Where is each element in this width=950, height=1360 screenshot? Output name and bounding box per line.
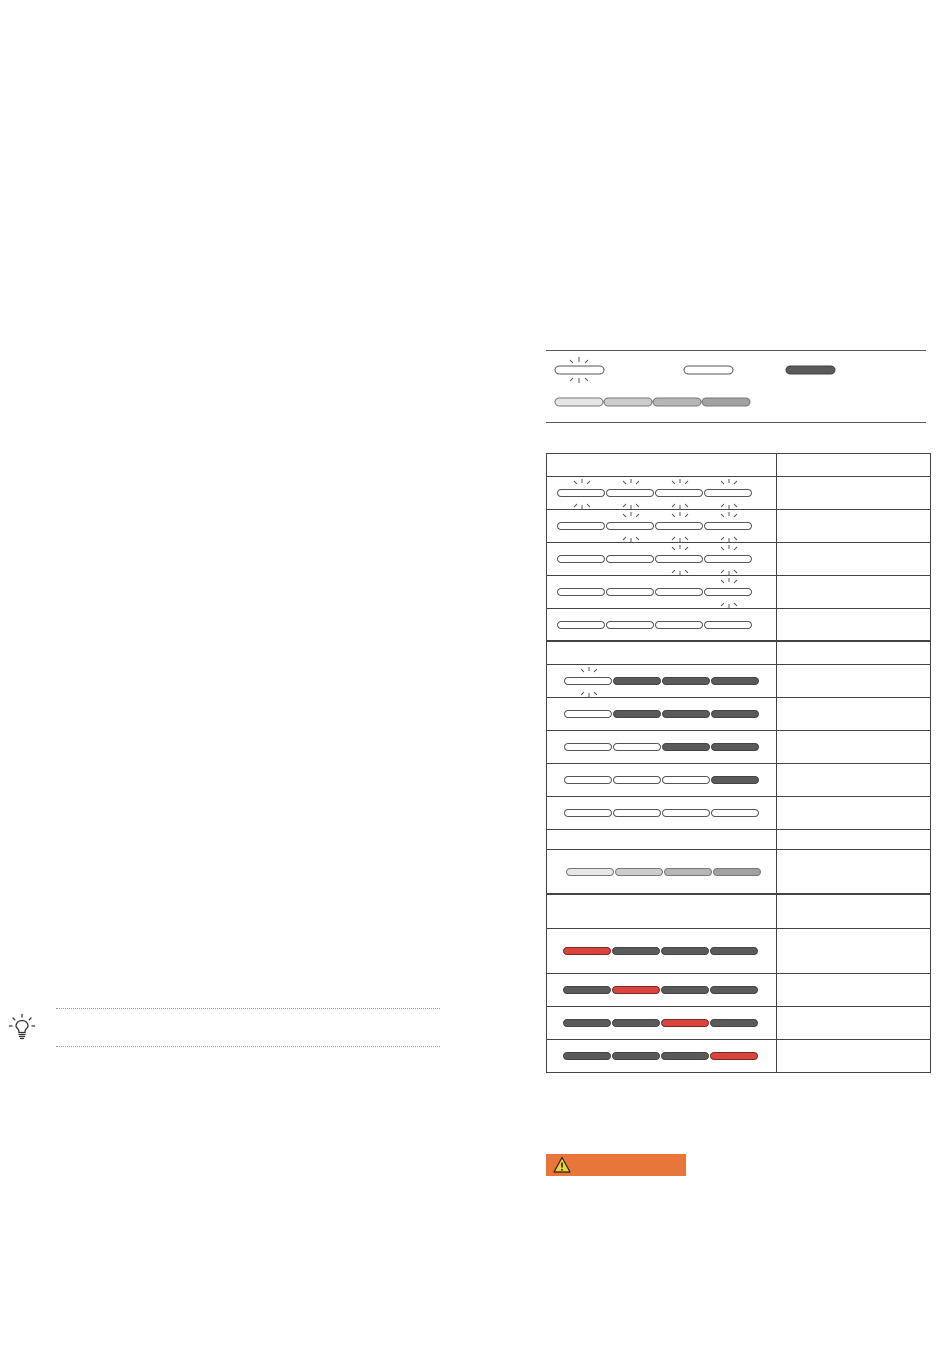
led-segment-off [606, 588, 654, 596]
led-segment-off [613, 809, 661, 817]
led-segment-g4 [713, 868, 761, 876]
led-segment-blink [655, 555, 703, 563]
led-segment-off [557, 588, 605, 596]
table-row [547, 698, 930, 731]
led-segment-blink [655, 522, 703, 530]
led-segment-blink [557, 489, 605, 497]
group-header-row [547, 642, 930, 665]
table-row [547, 609, 930, 642]
led-segment-on [563, 1052, 611, 1060]
table-row [547, 1007, 930, 1040]
led-segment-on [613, 710, 661, 718]
led-segment-off [557, 621, 605, 629]
led-segment-red [661, 1019, 709, 1027]
legend-off-symbol [684, 366, 733, 374]
blink-rays-icon [664, 478, 696, 510]
legend-bottom-rule [546, 422, 926, 423]
warning-banner [546, 1154, 686, 1176]
blink-rays-icon [664, 544, 696, 576]
led-segment-on [662, 710, 710, 718]
blink-rays-icon [615, 511, 647, 543]
group-error-rows [547, 929, 930, 1073]
led-segment-off [564, 710, 612, 718]
led-segment-on [662, 743, 710, 751]
led-segment-off [564, 809, 612, 817]
led-segment-off [564, 743, 612, 751]
group-gray-rows [547, 850, 930, 895]
group-blink-rows [547, 477, 930, 642]
warning-triangle-icon [553, 1156, 571, 1174]
table-row [547, 665, 930, 698]
table-row [547, 764, 930, 797]
led-segment-on [710, 1019, 758, 1027]
led-segment-on [612, 947, 660, 955]
table-row [547, 477, 930, 510]
led-segment-red [612, 986, 660, 994]
led-segment-blink [704, 555, 752, 563]
tip-bottom-rule [56, 1046, 440, 1047]
legend-gray-scale [555, 398, 750, 406]
table-row [547, 731, 930, 764]
led-segment-blink [704, 588, 752, 596]
led-segment-off [606, 621, 654, 629]
blink-rays-icon [615, 478, 647, 510]
blink-rays-icon [713, 511, 745, 543]
blink-rays-icon [566, 478, 598, 510]
led-segment-on [563, 986, 611, 994]
led-segment-g3 [664, 868, 712, 876]
led-segment-on [711, 710, 759, 718]
table-row [547, 974, 930, 1007]
led-segment-off [606, 555, 654, 563]
group-header-row [547, 895, 930, 929]
table-row [547, 543, 930, 576]
led-segment-red [563, 947, 611, 955]
led-segment-red [710, 1052, 758, 1060]
led-segment-on [563, 1019, 611, 1027]
led-segment-blink [606, 522, 654, 530]
table-row [547, 929, 930, 974]
table-row [547, 1040, 930, 1073]
led-segment-on [661, 986, 709, 994]
blink-rays-icon [713, 577, 745, 609]
led-segment-off [564, 776, 612, 784]
led-segment-blink [606, 489, 654, 497]
legend-on-symbol [786, 366, 835, 374]
led-segment-blink [564, 677, 612, 685]
led-segment-on [661, 947, 709, 955]
group-header-row [547, 830, 930, 850]
table-row [547, 510, 930, 543]
led-segment-on [710, 986, 758, 994]
led-segment-off [557, 555, 605, 563]
led-segment-on [711, 776, 759, 784]
led-segment-off [557, 522, 605, 530]
led-segment-on [710, 947, 758, 955]
table-row [547, 850, 930, 895]
led-segment-blink [704, 489, 752, 497]
led-segment-on [661, 1052, 709, 1060]
table-row [547, 576, 930, 609]
led-segment-on [711, 677, 759, 685]
led-segment-off [655, 621, 703, 629]
group-on-rows [547, 665, 930, 830]
blink-rays-icon [573, 666, 605, 698]
led-segment-off [662, 776, 710, 784]
led-status-table [546, 453, 931, 1073]
led-segment-on [613, 677, 661, 685]
led-segment-off [711, 809, 759, 817]
led-segment-on [612, 1019, 660, 1027]
led-segment-g2 [615, 868, 663, 876]
led-segment-on [612, 1052, 660, 1060]
table-row [547, 797, 930, 830]
blink-rays-icon [713, 478, 745, 510]
led-segment-on [711, 743, 759, 751]
blink-rays-icon [713, 544, 745, 576]
led-segment-off [662, 809, 710, 817]
led-segment-off [613, 743, 661, 751]
led-segment-on [662, 677, 710, 685]
led-segment-off [704, 621, 752, 629]
led-segment-blink [704, 522, 752, 530]
led-segment-g1 [566, 868, 614, 876]
table-header-row [547, 454, 930, 477]
blink-rays-icon [664, 511, 696, 543]
legend-symbols [546, 351, 926, 421]
tip-top-rule [56, 1008, 440, 1009]
led-segment-off [655, 588, 703, 596]
legend-blinking-symbol [555, 357, 604, 383]
lightbulb-icon [8, 1013, 36, 1043]
led-segment-blink [655, 489, 703, 497]
led-segment-off [613, 776, 661, 784]
